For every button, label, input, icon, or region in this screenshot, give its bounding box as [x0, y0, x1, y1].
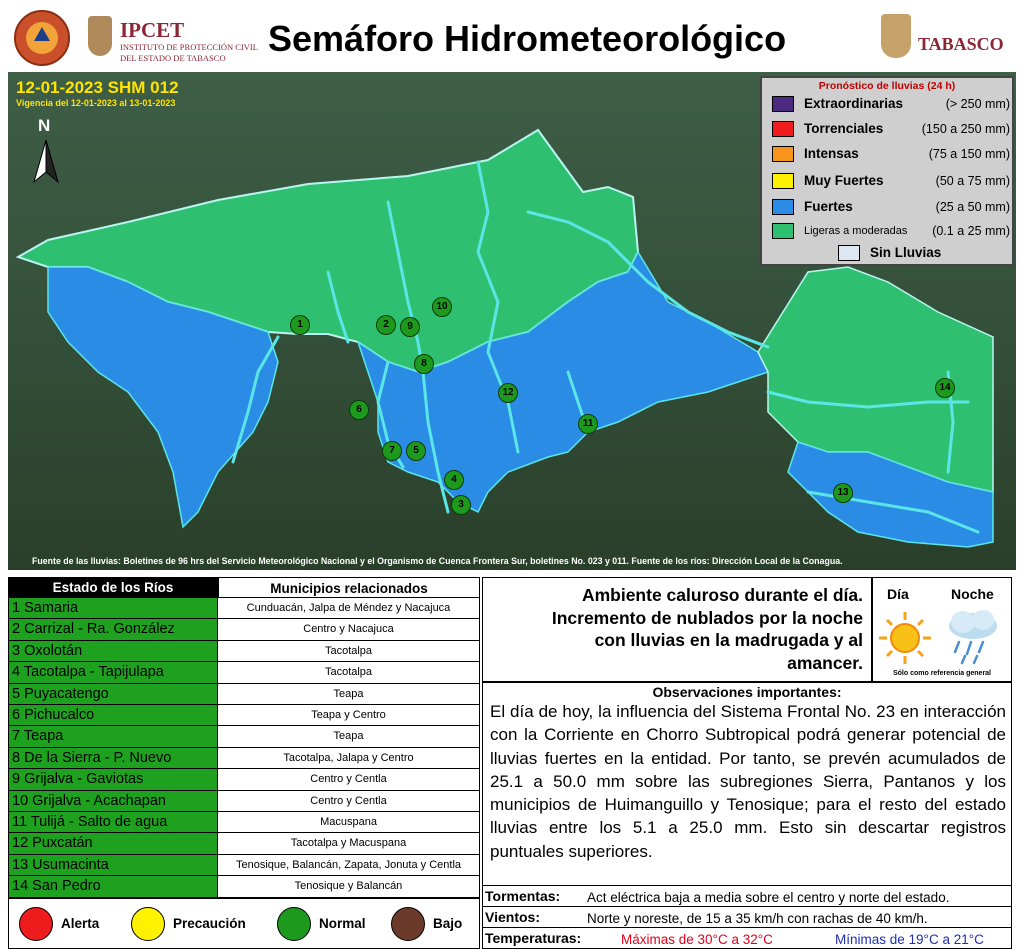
- legend-title: Pronóstico de lluvias (24 h): [818, 80, 956, 92]
- temp-max: Máximas de 30°C a 32°C: [621, 932, 773, 947]
- page-title: Semáforo Hidrometeorológico: [268, 18, 787, 59]
- river-marker-8: 8: [414, 354, 434, 374]
- legend-swatch: [772, 121, 794, 137]
- river-marker-1: 1: [290, 315, 310, 335]
- table-row: 2 Carrizal - Ra. González Centro y Nacajuca: [8, 619, 480, 640]
- table-row: 3 Oxolotán Tacotalpa: [8, 641, 480, 662]
- legend-item-intensas: Intensas (75 a 150 mm): [772, 143, 1010, 165]
- table-row: 4 Tacotalpa - Tapijulapa Tacotalpa: [8, 662, 480, 683]
- river-marker-7: 7: [382, 441, 402, 461]
- ipcet-title: IPCET: [120, 18, 185, 42]
- temperatures-row: [482, 928, 1012, 949]
- river-marker-14: 14: [935, 378, 955, 398]
- status-dot-icon: [131, 907, 165, 941]
- tabasco-title: TABASCO: [918, 34, 1004, 54]
- table-row: 5 Puyacatengo Teapa: [8, 684, 480, 705]
- night-label: Noche: [951, 586, 994, 602]
- legend-swatch: [772, 173, 794, 189]
- proteccion-civil-logo: [14, 10, 70, 66]
- winds-value: Norte y noreste, de 15 a 35 km/h con rachas de 40 km/h.: [587, 911, 928, 926]
- forecast-line-2: Incremento de nublados por la noche: [551, 607, 863, 628]
- temperatures-label: Temperaturas:: [485, 930, 582, 946]
- legend-item-fuertes: Fuertes (25 a 50 mm): [772, 196, 1010, 218]
- table-header: [8, 577, 480, 598]
- rainfall-map: [8, 72, 1016, 570]
- river-marker-6: 6: [349, 400, 369, 420]
- legend-swatch: [772, 199, 794, 215]
- river-marker-13: 13: [833, 483, 853, 503]
- table-row: 1 Samaria Cunduacán, Jalpa de Méndez y Nacajuca: [8, 598, 480, 619]
- day-night-panel: [872, 577, 1012, 682]
- legend-swatch: [772, 146, 794, 162]
- observations-text: El día de hoy, la influencia del Sistema Frontal No. 23 en interacción con la Corriente en Chorro Subtropical podrá generar potencial de lluvias fuertes en la entidad. Por tanto, se prevén acumulados de 25.1 a 50.0 mm sobre las subregiones Sierra, Pantanos y los municipios de Huimanguillo y Tenosique; para el resto del estado lluvias entre los 5.1 a 25.0 mm. Esto sin descartar registros puntuales superiores.: [490, 702, 1006, 861]
- sun-icon: [879, 612, 931, 664]
- observations-title: Observaciones importantes:: [652, 684, 842, 700]
- river-marker-9: 9: [400, 317, 420, 337]
- ipcet-subtitle-1: INSTITUTO DE PROTECCIÓN CIVIL: [120, 42, 258, 52]
- legend-item-muy-fuertes: Muy Fuertes (50 a 75 mm): [772, 170, 1010, 192]
- rain-cloud-icon: [949, 610, 997, 663]
- legend-item-extraordinarias: Extraordinarias (> 250 mm): [772, 93, 1010, 115]
- river-marker-12: 12: [498, 383, 518, 403]
- storms-label: Tormentas:: [485, 888, 561, 904]
- legend-swatch: [772, 96, 794, 112]
- winds-label: Vientos:: [485, 909, 540, 925]
- header-status: Estado de los Ríos: [8, 577, 218, 598]
- legend-item-sin-lluvias: Sin Lluvias: [838, 242, 1016, 264]
- table-row: 14 San Pedro Tenosique y Balancán: [8, 876, 480, 897]
- bulletin-id: 12-01-2023 SHM 012: [16, 78, 179, 97]
- table-row: 11 Tulijá - Salto de agua Macuspana: [8, 812, 480, 833]
- tabasco-shield-logo: [881, 14, 911, 58]
- observations-panel: [482, 682, 1012, 886]
- status-dot-icon: [19, 907, 53, 941]
- header-municipalities: Municipios relacionados: [218, 577, 480, 598]
- status-dot-icon: [391, 907, 425, 941]
- table-row: 7 Teapa Teapa: [8, 726, 480, 747]
- storms-row: [482, 886, 1012, 907]
- rainfall-legend: [760, 76, 1014, 266]
- table-row: 9 Grijalva - Gaviotas Centro y Centla: [8, 769, 480, 790]
- legend-item-torrenciales: Torrenciales (150 a 250 mm): [772, 118, 1010, 140]
- ipcet-shield-logo: [88, 16, 112, 56]
- bulletin-validity: Vigencia del 12-01-2023 al 13-01-2023: [16, 98, 176, 108]
- legend-swatch: [838, 245, 860, 261]
- source-note: Fuente de las lluvias: Boletines de 96 hrs del Servicio Meteorológico Nacional y el Organismo de Cuenca Frontera Sur, boletines No. 023 y 011. Fuente de los ríos: Dirección Local de la Conagua.: [32, 556, 843, 566]
- river-marker-4: 4: [444, 470, 464, 490]
- icon-reference-note: Sólo como referencia general: [892, 670, 992, 677]
- day-label: Día: [887, 586, 909, 602]
- legend-item-ligeras: Ligeras a moderadas (0.1 a 25 mm): [772, 220, 1010, 242]
- table-row: 13 Usumacinta Tenosique, Balancán, Zapata, Jonuta y Centla: [8, 855, 480, 876]
- table-row: 6 Pichucalco Teapa y Centro: [8, 705, 480, 726]
- winds-row: [482, 907, 1012, 928]
- forecast-line-1: Ambiente caluroso durante el día.: [581, 585, 863, 605]
- river-marker-5: 5: [406, 441, 426, 461]
- river-status-legend: Alerta Precaución Normal Bajo: [8, 898, 480, 949]
- north-label: N: [38, 116, 51, 135]
- table-row: 10 Grijalva - Acachapan Centro y Centla: [8, 791, 480, 812]
- header: [0, 0, 1024, 72]
- forecast-line-4: amancer.: [787, 652, 863, 673]
- river-marker-2: 2: [376, 315, 396, 335]
- ipcet-subtitle-2: DEL ESTADO DE TABASCO: [120, 53, 226, 63]
- river-marker-3: 3: [451, 495, 471, 515]
- status-dot-icon: [277, 907, 311, 941]
- forecast-line-3: con lluvias en la madrugada y al: [594, 630, 863, 650]
- storms-value: Act eléctrica baja a media sobre el centro y norte del estado.: [587, 890, 950, 905]
- temp-min: Mínimas de 19°C a 21°C: [835, 932, 984, 947]
- forecast-summary: [482, 577, 872, 682]
- river-marker-11: 11: [578, 414, 598, 434]
- river-marker-10: 10: [432, 297, 452, 317]
- table-row: 8 De la Sierra - P. Nuevo Tacotalpa, Jalapa y Centro: [8, 748, 480, 769]
- table-row: 12 Puxcatán Tacotalpa y Macuspana: [8, 833, 480, 854]
- legend-swatch: [772, 223, 794, 239]
